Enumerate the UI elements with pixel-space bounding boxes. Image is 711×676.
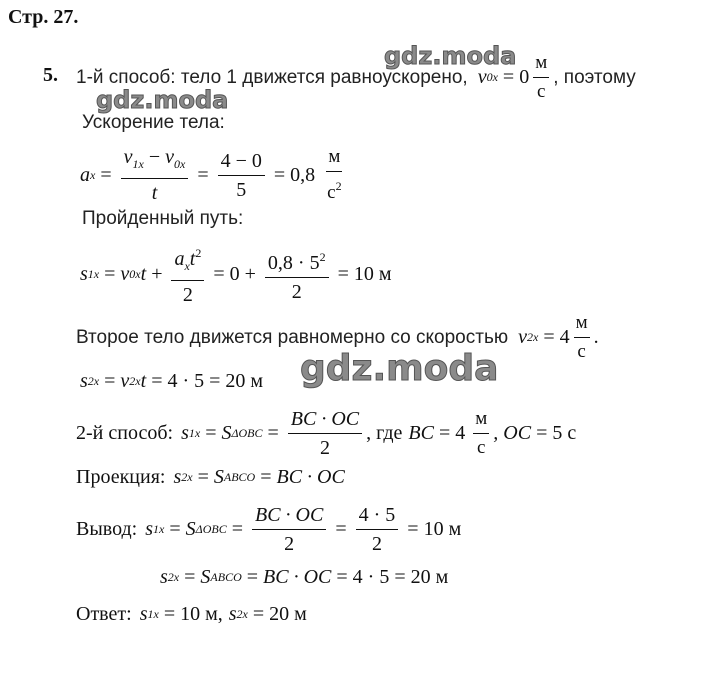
page-label: Стр. 27. (8, 6, 79, 28)
accel-fraction-symbolic: $\frac{v_{1x} - v_{0x}}{t}$ (121, 146, 189, 204)
unit-fraction: $\frac{м}{с}$ (535, 52, 548, 102)
v2x-formula: v 2x = 4 $\frac{м}{с}$ . (518, 312, 599, 362)
second-body-line (76, 312, 599, 363)
accel-unit: $\frac{м}{с^2}$ (327, 146, 342, 203)
v2x-unit: $\frac{м}{с}$ (575, 312, 588, 362)
projection-formula: s 2x = S ABCO = BC · OC (173, 466, 345, 488)
method2-fraction: $\frac{BC \cdot OC}{2}$ (288, 408, 362, 459)
watermark-left: gdz.moda (96, 86, 229, 114)
second-body-text: Второе тело движется равномерно со скоростью (76, 326, 509, 348)
method1-tail: , поэтому (553, 66, 636, 88)
acceleration-label: Ускорение тела: (82, 112, 225, 133)
path-label: Пройденный путь: (82, 208, 244, 229)
v0x-formula: v 0x = 0 $\frac{м}{с}$ (477, 52, 548, 102)
answer-line (76, 603, 307, 626)
method1-text: 1-й способ: тело 1 движется равноускорено, (76, 66, 468, 88)
path-formula: s 1x = v 0x t + $\frac{a_xt^2}{2}$ = 0 + $\frac{0,8 \cdot 5^2}{2}$ = 10 м (80, 242, 392, 306)
method2-unit: $\frac{м}{с}$ (475, 408, 488, 458)
problem-number: 5. (43, 64, 58, 86)
watermark-center: gdz.moda (300, 348, 499, 389)
projection-label: Проекция: (76, 466, 166, 488)
answer-label: Ответ: (76, 603, 132, 625)
acceleration-formula: a x = $\frac{v_{1x} - v_{0x}}{t}$ = $\frac{4 - 0}{5}$ = 0,8 $\frac{м}{с^2}$ (80, 146, 342, 204)
method1-line (76, 52, 636, 103)
path-fraction-symbolic: $\frac{a_xt^2}{2}$ (171, 242, 204, 306)
conclusion2-formula: s 2x = S ABCO = BC · OC = 4 · 5 = 20 м (160, 566, 449, 588)
conclusion-fraction-symbolic: $\frac{BC \cdot OC}{2}$ (252, 504, 326, 555)
projection-line (76, 466, 345, 489)
method2-label: 2-й способ: (76, 422, 174, 444)
conclusion-fraction-numeric: $\frac{4 \cdot 5}{2}$ (356, 504, 399, 555)
path-fraction-numeric: $\frac{0,8 \cdot 5^2}{2}$ (265, 246, 329, 303)
accel-fraction-numeric: $\frac{4 - 0}{5}$ (218, 150, 265, 201)
conclusion-formula: s 1x = S ΔOBC = $\frac{BC \cdot OC}{2}$ = $\frac{4 \cdot 5}{2}$ = 10 м (145, 504, 462, 555)
watermark-top: gdz.moda (384, 42, 517, 70)
answer-formula: s 1x = 10 м, s 2x = 20 м (139, 603, 307, 625)
conclusion-line (76, 504, 461, 555)
method2-formula: s 1x = S ΔOBC = $\frac{BC \cdot OC}{2}$ , где BC = 4 $\frac{м}{с}$ , OC = 5 с (181, 408, 577, 459)
s2x-formula: s 2x = v 2x t = 4 · 5 = 20 м (80, 370, 264, 392)
conclusion-label: Вывод: (76, 518, 138, 540)
method2-line (76, 408, 576, 459)
